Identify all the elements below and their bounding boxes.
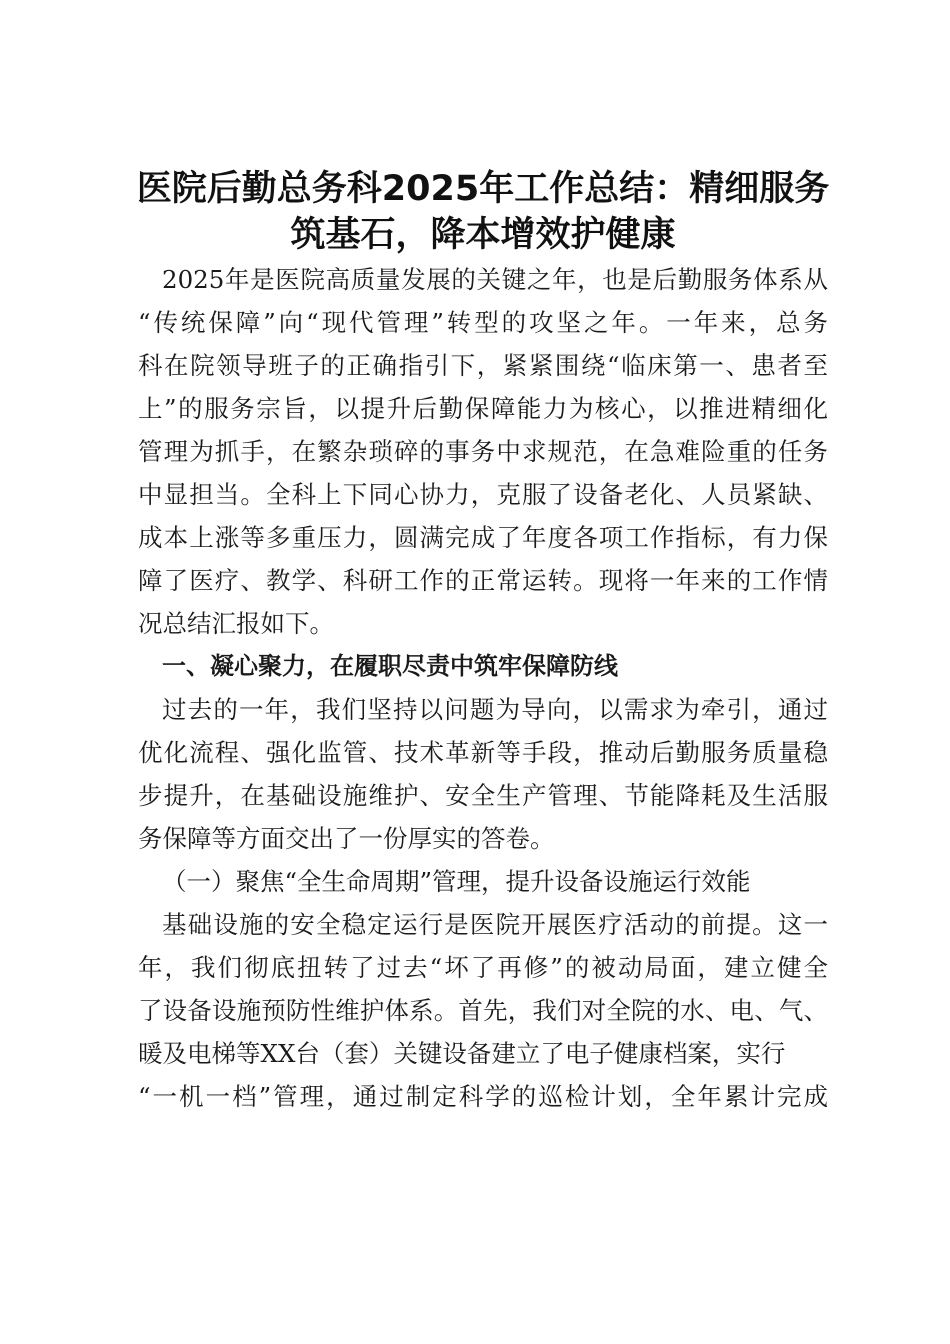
intro-line-5: 管理为抓手，在繁杂琐碎的事务中求规范，在急难险重的任务 <box>138 437 828 466</box>
section-1-heading: 一、凝心聚力，在履职尽责中筑牢保障防线 <box>162 652 618 680</box>
section-1-paragraph <box>138 688 828 860</box>
section-1-line-4: 务保障等方面交出了一份厚实的答卷。 <box>138 824 555 853</box>
subsection-1-line-3: 了设备设施预防性维护体系。首先，我们对全院的水、电、气、 <box>138 996 828 1025</box>
intro-line-7: 成本上涨等多重压力，圆满完成了年度各项工作指标，有力保 <box>138 523 828 552</box>
document-title <box>128 166 838 258</box>
intro-paragraph <box>138 258 828 645</box>
section-1-line-1: 过去的一年，我们坚持以问题为导向，以需求为牵引，通过 <box>162 695 828 724</box>
section-1-line-3: 步提升，在基础设施维护、安全生产管理、节能降耗及生活服 <box>138 781 828 810</box>
intro-line-1: 2025年是医院高质量发展的关键之年，也是后勤服务体系从 <box>162 265 828 294</box>
intro-line-8: 障了医疗、教学、科研工作的正常运转。现将一年来的工作情 <box>138 566 828 595</box>
section-1-line-2: 优化流程、强化监管、技术革新等手段，推动后勤服务质量稳 <box>138 738 828 767</box>
title-line-2: 筑基石，降本增效护健康 <box>290 215 676 255</box>
subsection-1-heading: （一）聚焦“全生命周期”管理，提升设备设施运行效能 <box>162 867 751 896</box>
subsection-1-paragraph <box>138 903 828 1118</box>
document-body <box>138 166 828 1118</box>
intro-line-6: 中显担当。全科上下同心协力，克服了设备老化、人员紧缺、 <box>138 480 828 509</box>
intro-line-4: 上”的服务宗旨，以提升后勤保障能力为核心，以推进精细化 <box>138 394 828 423</box>
title-line-1: 医院后勤总务科2025年工作总结：精细服务 <box>136 169 830 209</box>
subsection-1-line-2: 年，我们彻底扭转了过去“坏了再修”的被动局面，建立健全 <box>138 953 828 982</box>
intro-line-3: 科在院领导班子的正确指引下，紧紧围绕“临床第一、患者至 <box>138 351 828 380</box>
subsection-1-line-1: 基础设施的安全稳定运行是医院开展医疗活动的前提。这一 <box>162 910 828 939</box>
intro-line-2: “传统保障”向“现代管理”转型的攻坚之年。一年来，总务 <box>138 308 828 337</box>
subsection-1-line-4: 暖及电梯等XX台（套）关键设备建立了电子健康档案，实行 <box>138 1039 786 1068</box>
intro-line-9: 况总结汇报如下。 <box>138 609 334 638</box>
subsection-1-line-5: “一机一档”管理，通过制定科学的巡检计划，全年累计完成 <box>138 1082 828 1111</box>
